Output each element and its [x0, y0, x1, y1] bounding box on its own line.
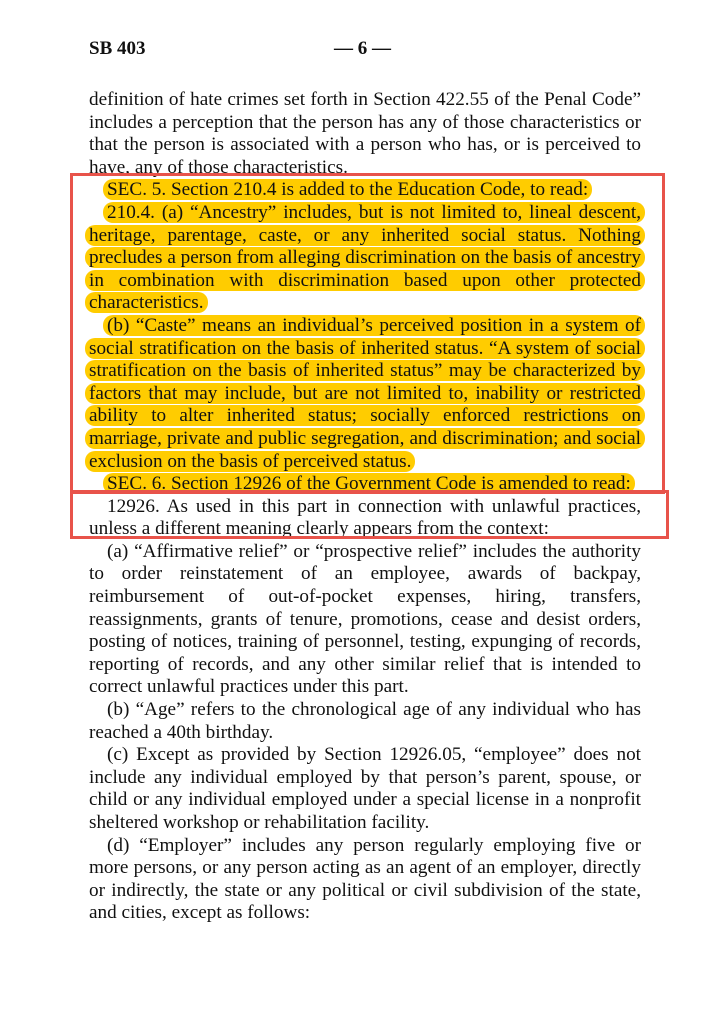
highlighted-text: SEC. 5. Section 210.4 is added to the Education Code, to read: — [103, 179, 592, 200]
paragraph-text: (a) “Affirmative relief” or “prospective relief” includes the authority to order reinstatement of an employee, awards of backpay, reimbursement of out-of-pocket expenses, hiring, transfers, reassignments, grants of tenure, promotions, cease and desist orders, posting of notices, training of personnel, testing, expunging of records, reporting of records, and any other similar relief that is intended to correct unlawful practices under this part. — [89, 540, 641, 698]
sec5-heading — [89, 179, 641, 202]
paragraph-text: definition of hate crimes set forth in Section 422.55 of the Penal Code” includes a perception that the person has any of those characteristics or that the person is associated with a person who has, or is perceived to have, any of those characteristics. — [89, 89, 641, 178]
paragraph-text: (d) “Employer” includes any person regularly employing five or more persons, or any person acting as an agent of an employer, directly or indirectly, the state or any political or civil subdivision of the state, and cities, except as follows: — [89, 834, 641, 924]
paragraph-intro — [89, 89, 641, 179]
paragraph-text: (c) Except as provided by Section 12926.05, “employee” does not include any individual employed by that person’s parent, spouse, or child or any individual employed under a special license in a nonprofit sheltered workshop or rehabilitation facility. — [89, 744, 641, 833]
highlighted-text: SEC. 6. Section 12926 of the Government Code is amended to read: — [103, 473, 635, 494]
highlighted-text: (b) “Caste” means an individual’s perceived position in a system of social stratification on the basis of inherited status. “A system of social stratification on the basis of inherited status” may be characterized by factors that may include, but are not limited to, inability or restricted ability to alter inherited status; socially enforced restrictions on marriage, private and public segregation, and discrimination; and social exclusion on the basis of perceived status. — [85, 315, 645, 472]
bill-number: SB 403 — [89, 38, 146, 59]
highlighted-text: 210.4. (a) “Ancestry” includes, but is not limited to, lineal descent, heritage, parentage, caste, or any inherited social status. Nothing precludes a person from alleging discrimination on the basis of ancestry in combination with discrimination based upon other protected characteristics. — [85, 202, 645, 313]
sec5-subsection-b — [89, 315, 641, 473]
section-12926-intro — [89, 496, 641, 541]
page-number: — 6 — — [334, 38, 391, 59]
section-12926-d — [89, 835, 641, 925]
sec6-heading — [89, 473, 641, 496]
section-12926-c — [89, 744, 641, 834]
paragraph-text: 12926. As used in this part in connection with unlawful practices, unless a different meaning clearly appears from the context: — [89, 495, 641, 540]
document-body — [89, 89, 641, 925]
paragraph-text: (b) “Age” refers to the chronological age of any individual who has reached a 40th birthday. — [89, 699, 641, 743]
section-12926-b — [89, 699, 641, 744]
section-12926-a — [89, 541, 641, 699]
sec5-subsection-a — [89, 202, 641, 315]
